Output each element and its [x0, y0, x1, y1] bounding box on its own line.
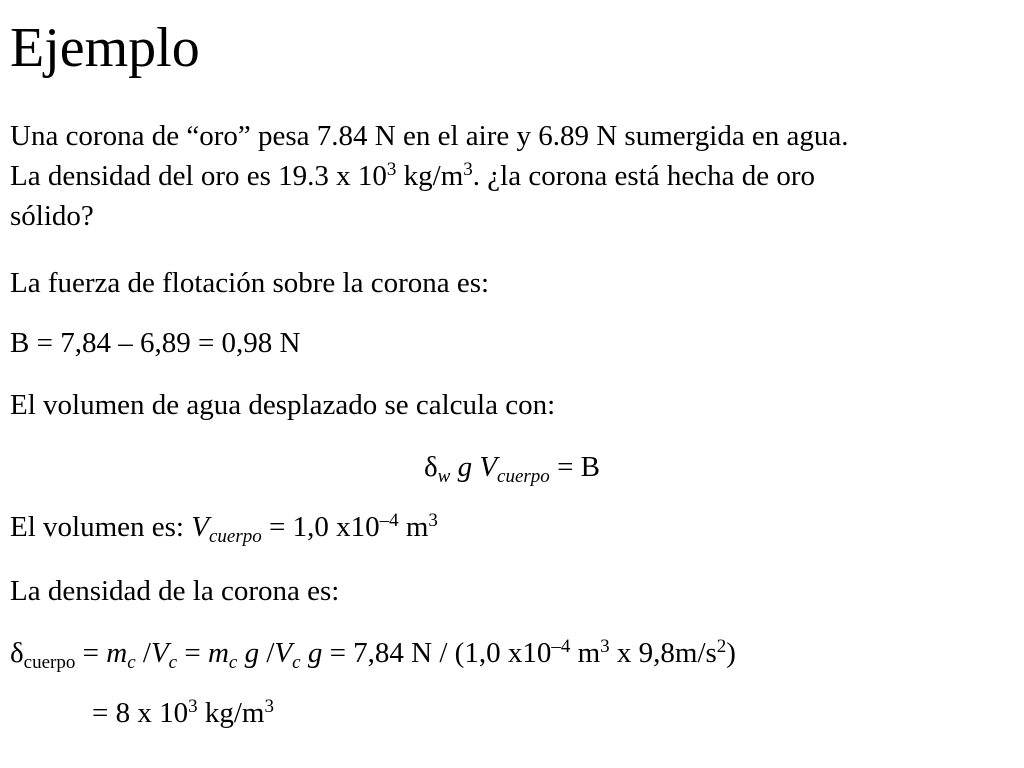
problem-statement: [10, 116, 1010, 236]
volume-result: El volumen es: $V_{cuerpo} = 1,0$ $x10^{-4}$ $m^3$: [10, 510, 438, 547]
density-equation: $\delta_{cuerpo} = m_c$ $/V_c = m_c$ g $/V_c$ g = 7,84 N / (1,0 $x10^{-4}$ $m^3$ x $9,8m/s^2$): [10, 636, 736, 673]
volume-formula: $\delta_w$ g $V_{cuerpo} = B$: [423, 451, 601, 487]
density-result: = 8 x $10^3$ $kg/m^3$: [92, 696, 274, 729]
slide-title: Ejemplo: [10, 17, 200, 79]
volume-label: El volumen de agua desplazado se calcula con:: [10, 389, 556, 421]
problem-line-3: sólido?: [10, 200, 94, 232]
buoyancy-equation: B = 7,84 – 6,89 = 0,98 N: [10, 327, 301, 359]
density-label: La densidad de la corona es:: [10, 575, 340, 607]
problem-line-2: La densidad del oro es 19.3 x $10^3$ $kg/m^3$. ¿la corona está hecha de oro: [10, 159, 815, 192]
buoyancy-label: La fuerza de flotación sobre la corona es:: [10, 267, 490, 299]
problem-line-1: Una corona de “oro” pesa 7.84 N en el aire y 6.89 N sumergida en agua.: [10, 120, 849, 152]
